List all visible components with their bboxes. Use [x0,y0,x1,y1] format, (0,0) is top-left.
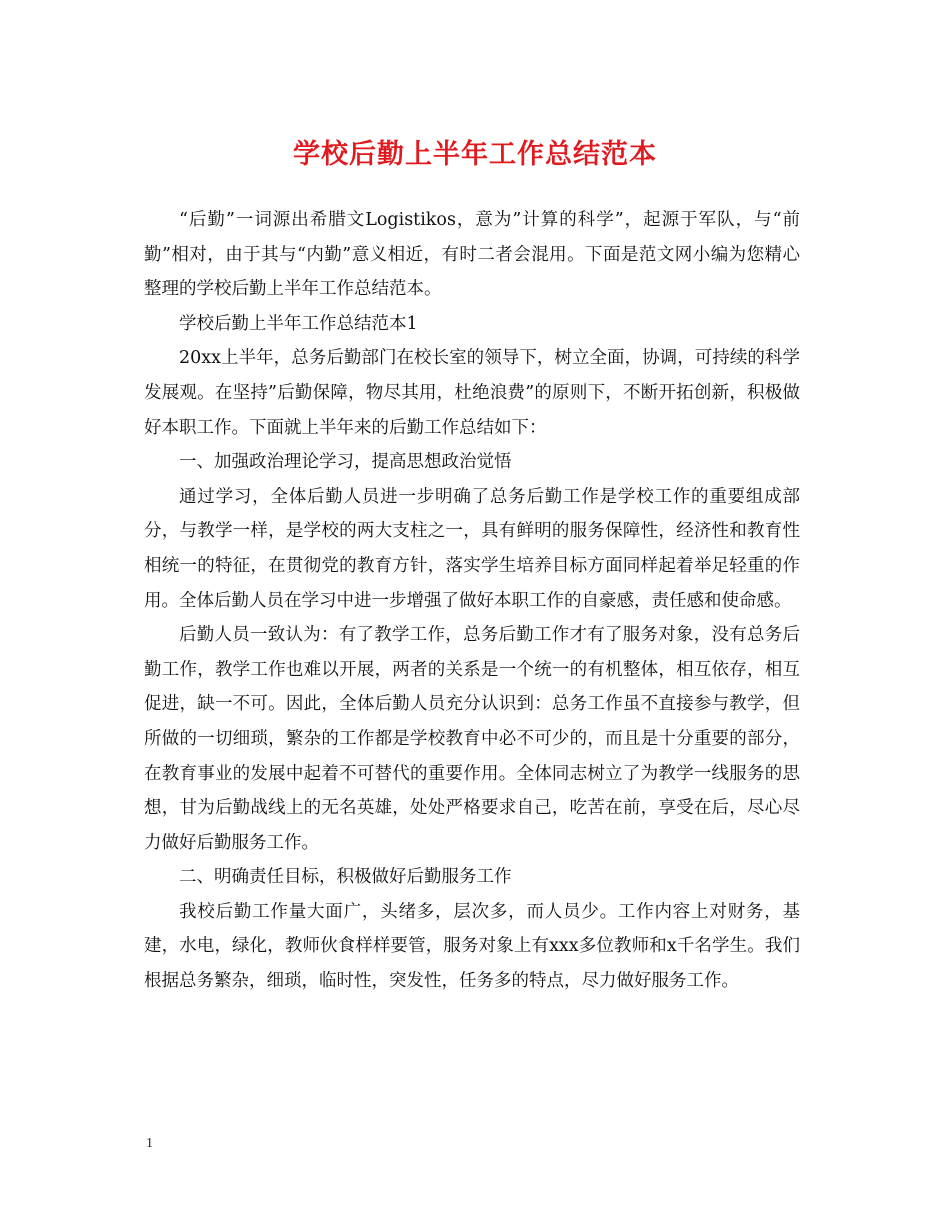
section-heading-1: 一、加强政治理论学习，提高思想政治觉悟 [179,452,512,473]
section-heading-sample-1: 学校后勤上半年工作总结范本1 [179,313,418,334]
document-title: 学校后勤上半年工作总结范本 [293,139,657,170]
intro-paragraph: “后勤”一词源出希腊文Logistikos，意为”计算的科学”，起源于军队，与“前勤”相对，由于其与“内勤”意义相近，有时二者会混用。下面是范文网小编为您精心整理的学校后勤上半年工作总结范本。 [144,210,800,300]
page-number: 1 [146,1136,153,1151]
overview-paragraph: 20xx上半年，总务后勤部门在校长室的领导下，树立全面，协调，可持续的科学发展观。在坚持”后勤保障，物尽其用，杜绝浪费”的原则下，不断开拓创新，积极做好本职工作。下面就上半年来的后勤工作总结如下： [144,348,800,438]
document-body [144,203,800,999]
study-paragraph: 通过学习，全体后勤人员进一步明确了总务后勤工作是学校工作的重要组成部分，与教学一样，是学校的两大支柱之一，具有鲜明的服务保障性，经济性和教育性相统一的特征，在贯彻党的教育方针，落实学生培养目标方面同样起着举足轻重的作用。全体后勤人员在学习中进一步增强了做好本职工作的自豪感，责任感和使命感。 [144,486,800,611]
section-heading-2: 二、明确责任目标，积极做好后勤服务工作 [179,867,512,888]
workload-paragraph: 我校后勤工作量大面广，头绪多，层次多，而人员少。工作内容上对财务，基建，水电，绿化，教师伙食样样要管，服务对象上有xxx多位教师和x千名学生。我们根据总务繁杂，细琐，临时性，突发性，任务多的特点，尽力做好服务工作。 [144,901,800,992]
consensus-paragraph: 后勤人员一致认为：有了教学工作，总务后勤工作才有了服务对象，没有总务后勤工作，教学工作也难以开展，两者的关系是一个统一的有机整体，相互依存，相互促进，缺一不可。因此，全体后勤人员充分认识到：总务工作虽不直接参与教学，但所做的一切细琐，繁杂的工作都是学校教育中必不可少的，而且是十分重要的部分，在教育事业的发展中起着不可替代的重要作用。全体同志树立了为教学一线服务的思想，甘为后勤战线上的无名英雄，处处严格要求自己，吃苦在前，享受在后，尽心尽力做好后勤服务工作。 [144,625,800,853]
